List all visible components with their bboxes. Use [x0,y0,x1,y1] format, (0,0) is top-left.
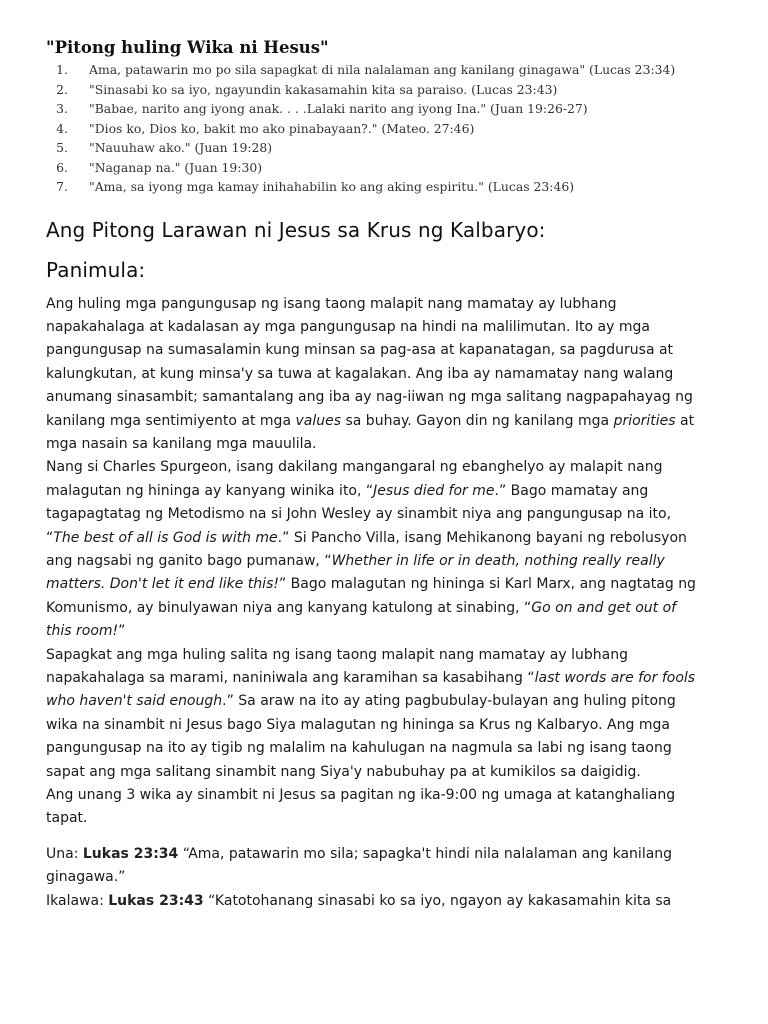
list-item-number: 5. [56,140,68,155]
list-item-number: 2. [56,81,68,97]
wika-label: Una: [46,845,83,862]
wika-text: “Ama, patawarin mo sila; sapagka't hindi nila nalalaman ang kanilang ginagawa.” [46,845,673,886]
italic-quote: last words are for fools who haven't said enough [46,670,696,710]
list-item [46,119,706,139]
italic-text: priorities [613,412,676,429]
intro-paragraph-1 [46,293,706,457]
text-run: Nang si Charles Spurgeon, isang dakilang mangangaral ng ebanghelyo ay malapit nang malagutan ng hininga ay kanyang winika ito, “ [46,459,663,499]
list-item [46,177,706,197]
text-run: ” [118,623,126,640]
list-item [46,60,706,80]
document-page [46,38,706,913]
main-heading: Ang Pitong Larawan ni Jesus sa Krus ng Kalbaryo: [46,217,546,242]
italic-quote: Jesus died for me [373,482,495,499]
list-item-number: 4. [56,120,68,136]
list-item-text: Ama, patawarin mo po sila sapagkat di nila nalalaman ang kanilang ginagawa" (Lucas 23:34) [89,62,676,77]
text-run: .” Si Pancho Villa, isang Mehikanong bayani ng rebolusyon ang nagsabi ng ganito bago pumanaw, “ [46,529,687,569]
list-item-text: "Ama, sa iyong mga kamay inihahabilin ko ang aking espiritu." (Lucas 23:46) [89,179,575,194]
list-item [46,138,706,158]
intro-paragraph-3 [46,644,706,784]
scripture-reference: Lukas 23:43 [108,892,204,909]
intro-heading: Panimula: [46,257,146,282]
list-item-text: "Babae, narito ang iyong anak. . . .Lalaki narito ang iyong Ina." (Juan 19:26-27) [89,101,588,116]
wika-una [46,843,706,890]
text-run: Sapagkat ang mga huling salita ng isang taong malapit nang mamatay ay lubhang napakahalaga sa marami, naniniwala ang karamihan sa kasabihang “ [46,646,628,686]
list-item [46,158,706,178]
list-item-text: "Nauuhaw ako." (Juan 19:28) [89,140,273,155]
list-item-number: 3. [56,101,68,116]
list-item [46,80,706,100]
list-item-number: 1. [56,62,68,77]
text-run: ” Bago malagutan ng hininga si Karl Marx, ang nagtatag ng Komunismo, ay binulyawan niya ang kanyang katulong at sinabing, “ [46,576,696,616]
wika-label: Ikalawa: [46,892,109,909]
list-item-number: 6. [56,159,68,175]
list-item-text: "Naganap na." (Juan 19:30) [89,159,263,175]
scripture-reference: Lukas 23:34 [82,845,179,862]
seven-words-list [46,60,706,197]
wika-ikalawa [46,890,706,913]
italic-quote: Go on and get out of this room! [46,599,677,640]
list-item-text: "Sinasabi ko sa iyo, ngayundin kakasamahin kita sa paraiso. (Lucas 23:43) [89,81,558,97]
list-item-text: "Dios ko, Dios ko, bakit mo ako pinabayaan?." (Mateo. 27:46) [89,120,475,136]
text-run: .” Sa araw na ito ay ating pagbubulay-bulayan ang huling pitong wika na sinambit ni Jesus bago Siya malagutan ng hininga sa Krus ng Kalbaryo. Ang mga pangungusap na ito ay tigib ng malalim na kahulugan na nagmula sa labi ng isang taong sapat ang mga salitang sinambit nang Siya'y nabubuhay pa at kumikilos sa daigidig. [46,693,676,780]
text-run: Ang huling mga pangungusap ng isang taong malapit nang mamatay ay lubhang napakahalaga at kadalasan ay mga pangungusap na hindi na malilimutan. Ito ay mga pangungusap na sumasalamin kung minsan sa pag-asa at kapanatagan, sa pagdurusa at kalungkutan, at kung minsa'y sa tuwa at kagalakan. Ang iba ay namamatay nang walang anumang sinasambit; samantalang ang iba ay nag-iiwan ng mga salitang nagpapahayag ng kanilang mga sentimiyento at mga [46,295,693,429]
text-run: .” Bago mamatay ang tagapagtatag ng Metodismo na si John Wesley ay sinambit niya ang pangungusap na ito, “ [46,482,672,546]
list-item [46,99,706,119]
intro-paragraph-4: Ang unang 3 wika ay sinambit ni Jesus sa pagitan ng ika-9:00 ng umaga at katanghaliang tapat. [46,787,676,827]
wika-text: “Katotohanang sinasabi ko sa iyo, ngayon ay kakasamahin kita sa [203,892,672,909]
text-run: at mga nasain sa kanilang mga mauulila. [46,412,695,452]
italic-quote: The best of all is God is with me [53,529,278,546]
list-item-number: 7. [56,179,68,194]
intro-paragraph-2 [46,456,706,643]
list-title: "Pitong huling Wika ni Hesus" [46,38,329,57]
text-run: sa buhay. Gayon din ng kanilang mga [341,412,614,429]
italic-text: values [295,412,342,429]
italic-quote: Whether in life or in death, nothing really really matters. Don't let it end like this! [46,552,665,593]
